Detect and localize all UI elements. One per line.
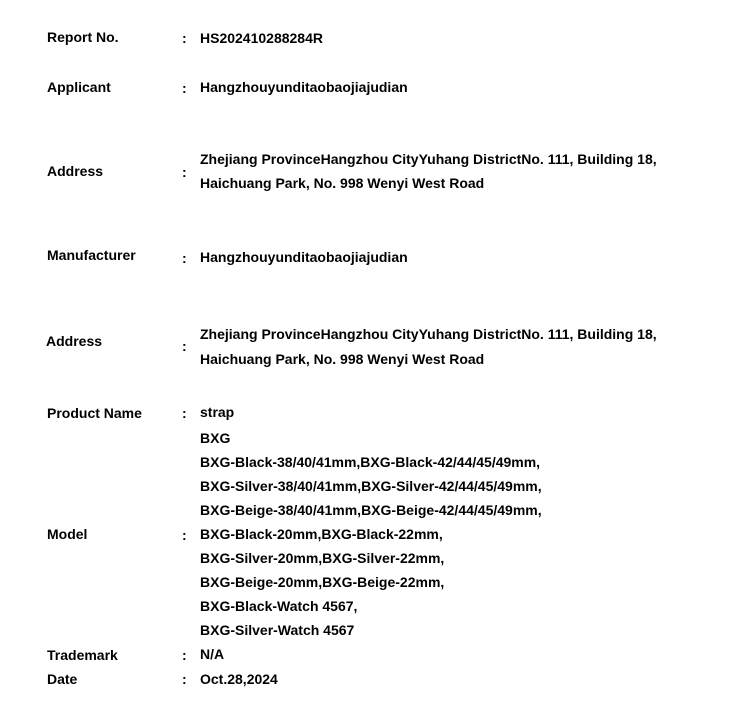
applicant-value: Hangzhouyunditaobaojiajudian <box>200 79 408 95</box>
manufacturer-address-line-1: Zhejiang ProvinceHangzhou CityYuhang DistrictNo. 111, Building 18, <box>200 326 657 342</box>
model-line-2: BXG-Black-38/40/41mm,BXG-Black-42/44/45/49mm, <box>200 454 541 470</box>
trademark-label: Trademark <box>47 647 118 663</box>
applicant-colon: : <box>182 80 187 96</box>
report-no-colon: : <box>182 30 187 46</box>
model-label: Model <box>47 526 88 542</box>
manufacturer-label: Manufacturer <box>47 247 136 263</box>
model-line-5: BXG-Black-20mm,BXG-Black-22mm, <box>200 526 443 542</box>
report-no-label: Report No. <box>47 29 119 45</box>
product-name-value: strap <box>200 404 235 420</box>
model-line-9: BXG-Silver-Watch 4567 <box>200 622 355 638</box>
model-colon: : <box>182 527 187 543</box>
date-value: Oct.28,2024 <box>200 671 278 687</box>
manufacturer-address-line-2: Haichuang Park, No. 998 Wenyi West Road <box>200 351 485 367</box>
manufacturer-colon: : <box>182 250 187 266</box>
applicant-address-line-2: Haichuang Park, No. 998 Wenyi West Road <box>200 175 485 191</box>
report-no-value: HS202410288284R <box>200 30 323 46</box>
manufacturer-value: Hangzhouyunditaobaojiajudian <box>200 249 408 265</box>
model-line-1: BXG <box>200 430 231 446</box>
model-line-3: BXG-Silver-38/40/41mm,BXG-Silver-42/44/45/49mm, <box>200 478 542 494</box>
trademark-value: N/A <box>200 646 225 662</box>
date-label: Date <box>47 671 78 687</box>
manufacturer-address-colon: : <box>182 338 187 354</box>
trademark-colon: : <box>182 647 187 663</box>
model-line-6: BXG-Silver-20mm,BXG-Silver-22mm, <box>200 550 445 566</box>
model-line-8: BXG-Black-Watch 4567, <box>200 598 358 614</box>
applicant-label: Applicant <box>47 79 111 95</box>
applicant-address-line-1: Zhejiang ProvinceHangzhou CityYuhang DistrictNo. 111, Building 18, <box>200 151 657 167</box>
product-name-colon: : <box>182 405 187 421</box>
applicant-address-colon: : <box>182 164 187 180</box>
model-line-7: BXG-Beige-20mm,BXG-Beige-22mm, <box>200 574 445 590</box>
manufacturer-address-label: Address <box>46 333 103 349</box>
date-colon: : <box>182 671 187 687</box>
model-line-4: BXG-Beige-38/40/41mm,BXG-Beige-42/44/45/49mm, <box>200 502 542 518</box>
applicant-address-label: Address <box>47 163 104 179</box>
product-name-label: Product Name <box>47 405 142 421</box>
